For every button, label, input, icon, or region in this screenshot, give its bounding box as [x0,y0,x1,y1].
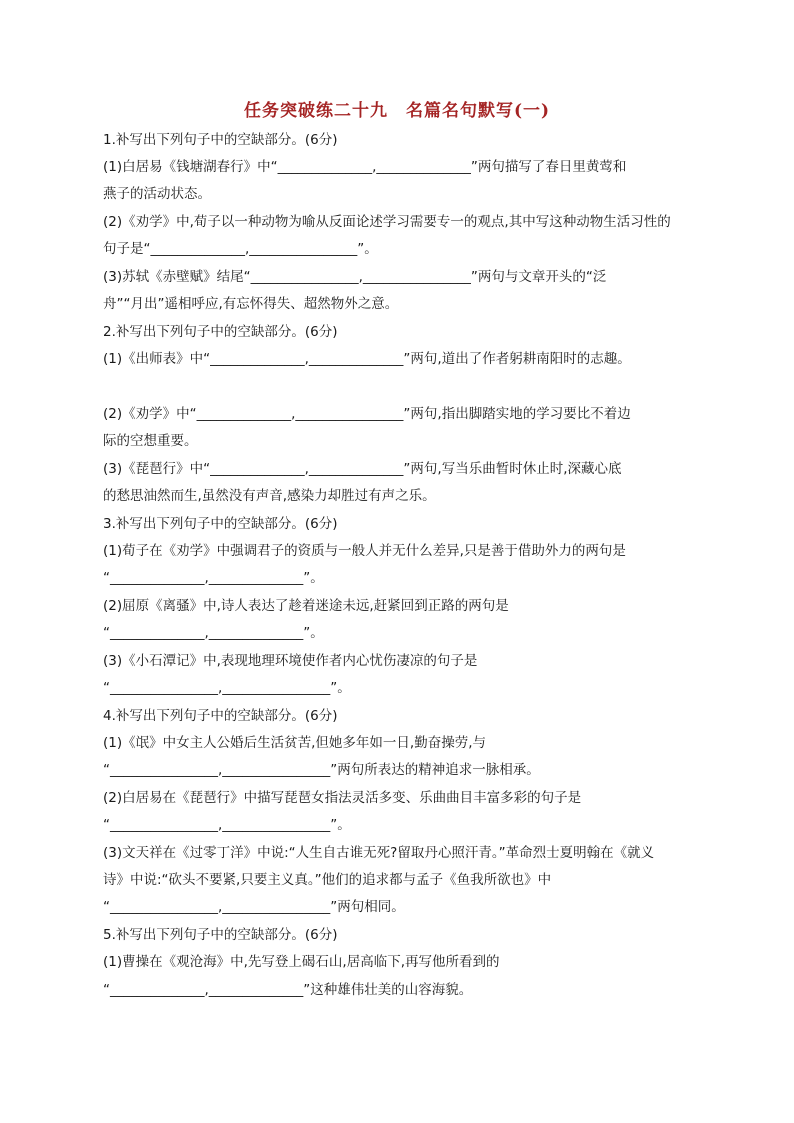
question-1-header: 1.补写出下列句子中的空缺部分。(6分) [103,132,338,148]
q2-item-2-cont: 际的空想重要。 [103,433,198,449]
question-3-header: 3.补写出下列句子中的空缺部分。(6分) [103,516,338,532]
question-2-header: 2.补写出下列句子中的空缺部分。(6分) [103,324,338,340]
q2-item-3-cont: 的愁思油然而生,虽然没有声音,感染力却胜过有声之乐。 [103,488,436,504]
q4-item-2: (2)白居易在《琵琶行》中描写琵琶女指法灵活多变、乐曲曲目丰富多彩的句子是 [103,790,582,806]
question-5-header: 5.补写出下列句子中的空缺部分。(6分) [103,927,338,943]
q2-item-1: (1)《出师表》中“______________,______________”两句,道出了作者躬耕南阳时的志趣。 [103,351,631,367]
q4-item-3: (3)文天祥在《过零丁洋》中说:“人生自古谁无死?留取丹心照汗青。”革命烈士夏明翰在《就义 [103,845,655,861]
q3-item-2: (2)屈原《离骚》中,诗人表达了趁着迷途未远,赶紧回到正路的两句是 [103,598,509,614]
q3-item-1: (1)荀子在《劝学》中强调君子的资质与一般人并无什么差异,只是善于借助外力的两句是 [103,543,626,559]
q2-item-3: (3)《琵琶行》中“______________,______________”两句,写当乐曲暂时休止时,深藏心底 [103,461,622,477]
q1-item-3-cont: 舟”“月出”遥相呼应,有忘怀得失、超然物外之意。 [103,296,399,312]
q1-item-2-cont: 句子是“______________,________________”。 [103,241,378,257]
q4-item-3-blank: “________________,________________”两句相同。 [103,899,405,915]
q5-item-1-blank: “______________,______________”这种雄伟壮美的山容海貌。 [103,982,473,998]
q4-item-2-blank: “________________,________________”。 [103,817,351,833]
q1-item-1-cont: 燕子的活动状态。 [103,186,211,202]
q2-item-2: (2)《劝学》中“______________,________________”两句,指出脚踏实地的学习要比不着边 [103,406,631,422]
q3-item-1-blank: “______________,______________”。 [103,570,324,586]
q1-item-3: (3)苏轼《赤壁赋》结尾“________________,________________”两句与文章开头的“泛 [103,269,607,285]
page-title: 任务突破练二十九 名篇名句默写(一) [243,101,551,121]
q5-item-1: (1)曹操在《观沧海》中,先写登上碣石山,居高临下,再写他所看到的 [103,954,500,970]
q1-item-1: (1)白居易《钱塘湖春行》中“______________,______________”两句描写了春日里黄莺和 [103,159,627,175]
q3-item-3-blank: “________________,________________”。 [103,680,351,696]
question-4-header: 4.补写出下列句子中的空缺部分。(6分) [103,708,338,724]
q4-item-1: (1)《氓》中女主人公婚后生活贫苦,但她多年如一日,勤奋操劳,与 [103,735,486,751]
q4-item-1-blank: “________________,________________”两句所表达的精神追求一脉相承。 [103,762,540,778]
q1-item-2: (2)《劝学》中,荀子以一种动物为喻从反面论述学习需要专一的观点,其中写这种动物生活习性的 [103,214,671,230]
q4-item-3-cont: 诗》中说:“砍头不要紧,只要主义真。”他们的追求都与孟子《鱼我所欲也》中 [103,872,552,888]
q3-item-3: (3)《小石潭记》中,表现地理环境使作者内心忧伤凄凉的句子是 [103,653,478,669]
q3-item-2-blank: “______________,______________”。 [103,625,324,641]
